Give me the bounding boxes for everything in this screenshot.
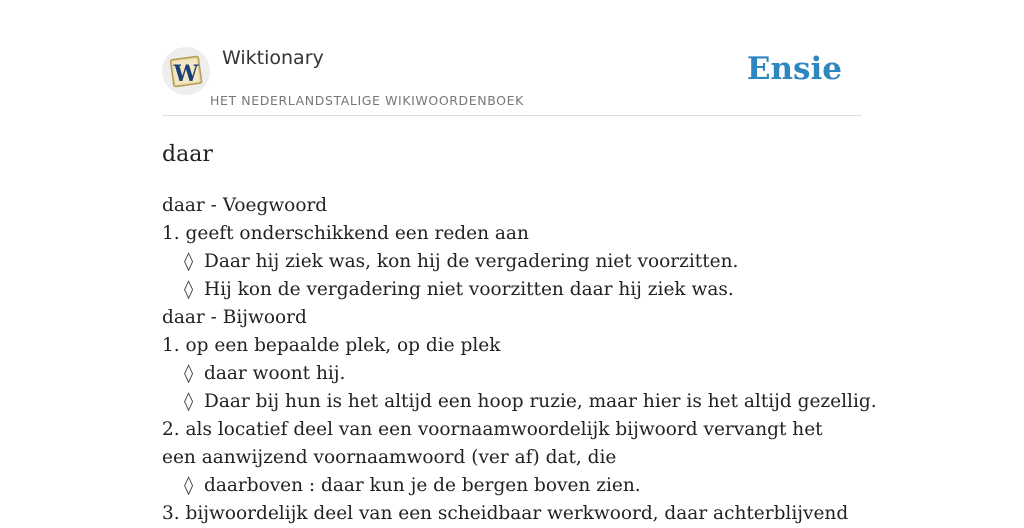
part-of-speech-heading: daar - Bijwoord: [162, 307, 307, 328]
definition: 2. als locatief deel van een voornaamwoordelijk bijwoord vervangt het een aanwijzend voornaamwoord (ver af) dat, die: [162, 419, 823, 468]
example-marker: ◊: [184, 363, 194, 384]
example-text: daar woont hij.: [204, 363, 346, 384]
example-sentence: [162, 276, 862, 304]
example-text: daarboven : daar kun je de bergen boven zien.: [204, 475, 641, 496]
site-tagline: HET NEDERLANDSTALIGE WIKIWOORDENBOEK: [210, 93, 524, 108]
example-sentence: [162, 388, 877, 416]
example-marker: ◊: [184, 391, 194, 412]
example-sentence: [162, 360, 862, 388]
example-text: Hij kon de vergadering niet voorzitten daar hij ziek was.: [204, 279, 734, 300]
ensie-brand-link[interactable]: Ensie: [746, 51, 842, 87]
logo-letter: W: [173, 61, 199, 87]
example-sentence: [162, 248, 862, 276]
part-of-speech-heading: daar - Voegwoord: [162, 195, 328, 216]
definition: 3. bijwoordelijk deel van een scheidbaar werkwoord, daar achterblijvend: [162, 503, 849, 524]
example-marker: ◊: [184, 279, 194, 300]
definition: 1. op een bepaalde plek, op die plek: [162, 335, 501, 356]
example-sentence: [162, 472, 862, 500]
site-name[interactable]: Wiktionary: [222, 47, 324, 69]
example-marker: ◊: [184, 251, 194, 272]
wiktionary-logo-icon[interactable]: [162, 47, 210, 95]
definition: 1. geeft onderschikkend een reden aan: [162, 223, 529, 244]
example-text: Daar bij hun is het altijd een hoop ruzie, maar hier is het altijd gezellig.: [204, 391, 877, 412]
site-header: [162, 40, 862, 116]
example-text: Daar hij ziek was, kon hij de vergadering niet voorzitten.: [204, 251, 739, 272]
page-title: daar: [162, 142, 213, 167]
example-marker: ◊: [184, 475, 194, 496]
entry-content: [162, 192, 877, 528]
